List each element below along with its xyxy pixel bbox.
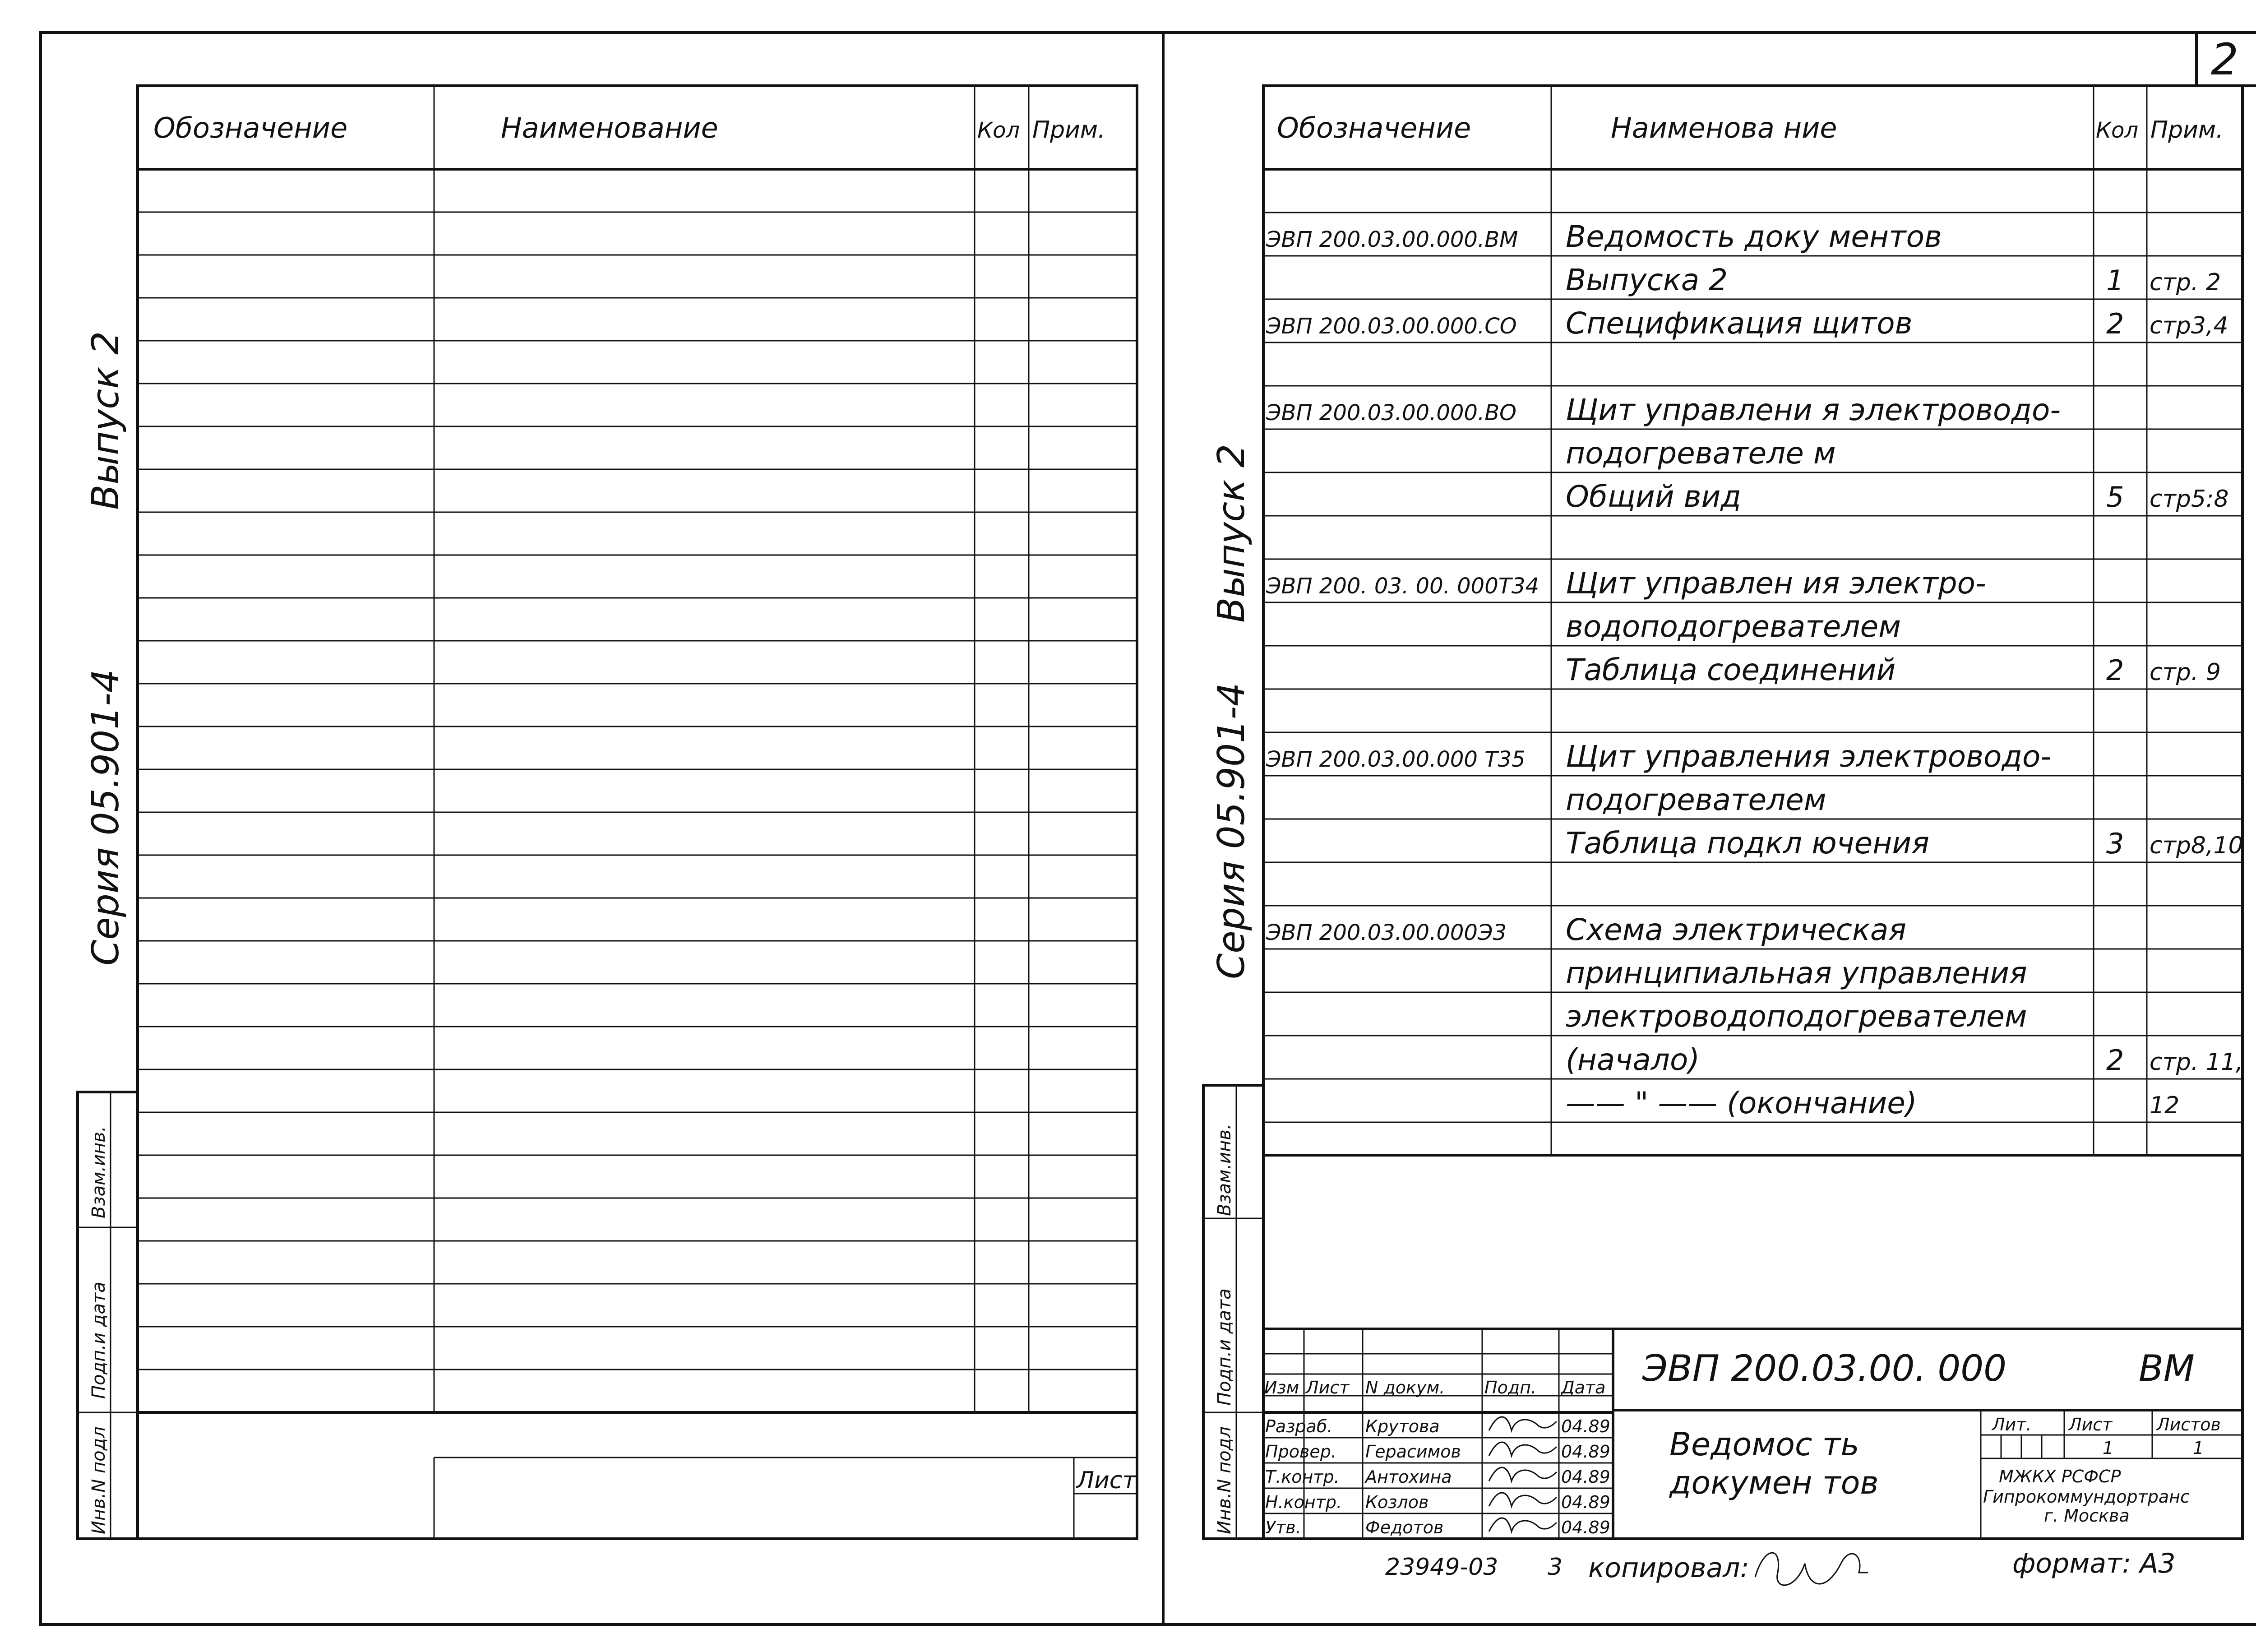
row-code: ЭВП 200.03.00.000.СО xyxy=(1266,314,1517,339)
footer-format: формат: А3 xyxy=(2012,1548,2176,1579)
title-block xyxy=(1263,1329,2242,1539)
right-stamp-sign-date: Подп.и дата xyxy=(1214,1288,1235,1406)
row-code: ЭВП 200. 03. 00. 000Т34 xyxy=(1266,574,1539,599)
table-row xyxy=(1566,782,1826,817)
row-note: стр. 11, xyxy=(2150,1049,2243,1076)
left-sheet xyxy=(78,86,1137,1539)
row-name: водоподогревателем xyxy=(1566,609,1901,644)
right-issue-label: Выпуск 2 xyxy=(1210,444,1253,623)
right-header-qty: Кол xyxy=(2096,118,2139,143)
tb-header-change: Изм xyxy=(1264,1378,1299,1397)
table-row xyxy=(1266,219,1942,254)
tb-doc-code: ЭВП 200.03.00. 000 xyxy=(1642,1347,2007,1389)
tb-doc-type: ВМ xyxy=(2139,1347,2195,1389)
tb-person-date: 04.89 xyxy=(1561,1442,1610,1462)
table-row xyxy=(1566,1042,2243,1077)
tb-sheet-label: Лист xyxy=(2069,1415,2113,1435)
row-name: Схема электрическая xyxy=(1566,912,1906,947)
row-name: подогревателе м xyxy=(1566,436,1836,471)
row-note: стр. 2 xyxy=(2150,269,2221,296)
table-row xyxy=(1566,479,2229,514)
row-name: электроводоподогревателем xyxy=(1566,999,2027,1034)
row-code: ЭВП 200.03.00.000Э3 xyxy=(1266,920,1507,945)
tb-org-1: МЖКХ РСФСР xyxy=(1999,1467,2121,1486)
right-header-name: Наименова ние xyxy=(1611,111,1837,144)
tb-person-role: Утв. xyxy=(1265,1518,1301,1537)
tb-sheet-value: 1 xyxy=(2103,1438,2114,1458)
table-row xyxy=(1566,436,1836,471)
row-name: Таблица соединений xyxy=(1566,652,1896,687)
table-row xyxy=(1566,263,2221,297)
tb-header-doc-no: N докум. xyxy=(1365,1378,1445,1397)
tb-signature xyxy=(1489,1442,1557,1456)
left-header-qty: Кол xyxy=(977,118,1020,143)
left-header-designation: Обозначение xyxy=(153,111,348,144)
row-name: Щит управления электроводо- xyxy=(1566,739,2052,774)
tb-header-sign: Подп. xyxy=(1484,1378,1537,1397)
tb-person-date: 04.89 xyxy=(1561,1492,1610,1512)
left-sheet-label: Лист xyxy=(1077,1467,1136,1494)
table-row xyxy=(1566,609,1901,644)
right-stamp-inv-no: Инв.N подл xyxy=(1214,1426,1235,1534)
tb-person-name: Федотов xyxy=(1365,1518,1444,1537)
tb-header-date: Дата xyxy=(1561,1378,1606,1397)
right-header-designation: Обозначение xyxy=(1277,111,1471,144)
table-row xyxy=(1266,306,2228,341)
tb-doc-title-2: докумен тов xyxy=(1669,1464,1879,1501)
tb-person-date: 04.89 xyxy=(1561,1518,1610,1537)
tb-lit-label: Лит. xyxy=(1992,1415,2032,1435)
tb-org-3: г. Москва xyxy=(2044,1506,2130,1526)
table-row xyxy=(1566,956,2027,990)
row-name: Щит управлени я электроводо- xyxy=(1566,393,2061,427)
table-row xyxy=(1566,826,2243,861)
right-header-note: Прим. xyxy=(2150,116,2224,143)
row-name: Выпуска 2 xyxy=(1566,263,1728,297)
tb-sheets-value: 1 xyxy=(2193,1438,2204,1458)
tb-signature xyxy=(1489,1518,1557,1532)
row-name: Ведомость доку ментов xyxy=(1566,219,1942,254)
left-issue-label: Выпуск 2 xyxy=(84,331,127,510)
row-note: стр. 9 xyxy=(2150,659,2221,686)
tb-person-name: Козлов xyxy=(1365,1492,1429,1512)
table-row xyxy=(1566,999,2027,1034)
row-note: стр8,10 xyxy=(2150,832,2243,859)
row-code: ЭВП 200.03.00.000.ВМ xyxy=(1266,227,1518,252)
tb-person-role: Н.контр. xyxy=(1265,1492,1342,1512)
table-row xyxy=(1266,739,2051,774)
tb-doc-title-1: Ведомос ть xyxy=(1669,1426,1859,1463)
footer-number: 23949-03 xyxy=(1385,1554,1498,1581)
row-qty: 3 xyxy=(2106,827,2124,860)
tb-signature xyxy=(1489,1417,1557,1430)
row-qty: 2 xyxy=(2106,1044,2124,1077)
tb-sheets-label: Листов xyxy=(2157,1415,2221,1435)
left-series-label: Серия 05.901-4 xyxy=(84,669,127,966)
row-note: стр3,4 xyxy=(2150,312,2228,339)
row-name: Щит управлен ия электро- xyxy=(1566,566,1986,601)
tb-person-role: Т.контр. xyxy=(1265,1467,1340,1487)
tb-person-date: 04.89 xyxy=(1561,1467,1610,1487)
row-name: Спецификация щитов xyxy=(1566,306,1913,341)
tb-person-name: Герасимов xyxy=(1365,1442,1461,1462)
tb-header-sheet: Лист xyxy=(1306,1378,1350,1397)
left-stamp-sign-date: Подп.и дата xyxy=(88,1282,109,1399)
row-name: подогревателем xyxy=(1566,782,1826,817)
row-name: Общий вид xyxy=(1566,479,1742,514)
row-qty: 2 xyxy=(2106,307,2124,340)
row-code: ЭВП 200.03.00.000.ВО xyxy=(1266,400,1516,426)
footer-sheet: 3 xyxy=(1548,1554,1563,1581)
row-note: стр5:8 xyxy=(2150,486,2229,513)
table-row xyxy=(1266,393,2061,427)
left-header-name: Наименование xyxy=(501,111,718,144)
left-stamp-inv-no: Инв.N подл xyxy=(88,1426,109,1534)
tb-person-name: Крутова xyxy=(1365,1416,1440,1436)
tb-person-name: Антохина xyxy=(1365,1467,1452,1487)
table-row xyxy=(1266,566,1986,601)
copied-signature xyxy=(1755,1553,1868,1585)
left-stamp-replace-inv: Взам.инв. xyxy=(88,1126,109,1218)
left-row-lines xyxy=(138,212,1137,1370)
row-name: (начало) xyxy=(1566,1042,1700,1077)
right-stamp-replace-inv: Взам.инв. xyxy=(1214,1124,1235,1216)
row-code: ЭВП 200.03.00.000 Т35 xyxy=(1266,747,1526,772)
row-name: Таблица подкл ючения xyxy=(1566,826,1929,861)
row-qty: 1 xyxy=(2106,264,2124,297)
tb-person-role: Провер. xyxy=(1265,1442,1336,1462)
tb-person-role: Разраб. xyxy=(1265,1416,1333,1436)
tb-org-2: Гипрокоммундортранс xyxy=(1983,1487,2190,1507)
tb-signature xyxy=(1489,1467,1557,1481)
row-name: принципиальная управления xyxy=(1566,956,2027,990)
table-row xyxy=(1266,912,1906,947)
right-table-body xyxy=(1266,219,2243,1120)
table-row xyxy=(1566,652,2221,687)
tb-signature xyxy=(1489,1493,1557,1506)
row-qty: 2 xyxy=(2106,654,2124,687)
footer-copied-label: копировал: xyxy=(1588,1552,1749,1584)
tb-person-date: 04.89 xyxy=(1561,1416,1610,1436)
row-name: —— " —— (окончание) xyxy=(1566,1086,1917,1120)
table-row xyxy=(1566,1086,2179,1120)
right-series-label: Серия 05.901-4 xyxy=(1210,682,1253,979)
right-sheet xyxy=(1203,86,2243,1539)
left-header-note: Прим. xyxy=(1032,116,1105,143)
row-qty: 5 xyxy=(2106,481,2124,514)
row-note: 12 xyxy=(2150,1092,2180,1119)
page-number: 2 xyxy=(2211,34,2239,85)
